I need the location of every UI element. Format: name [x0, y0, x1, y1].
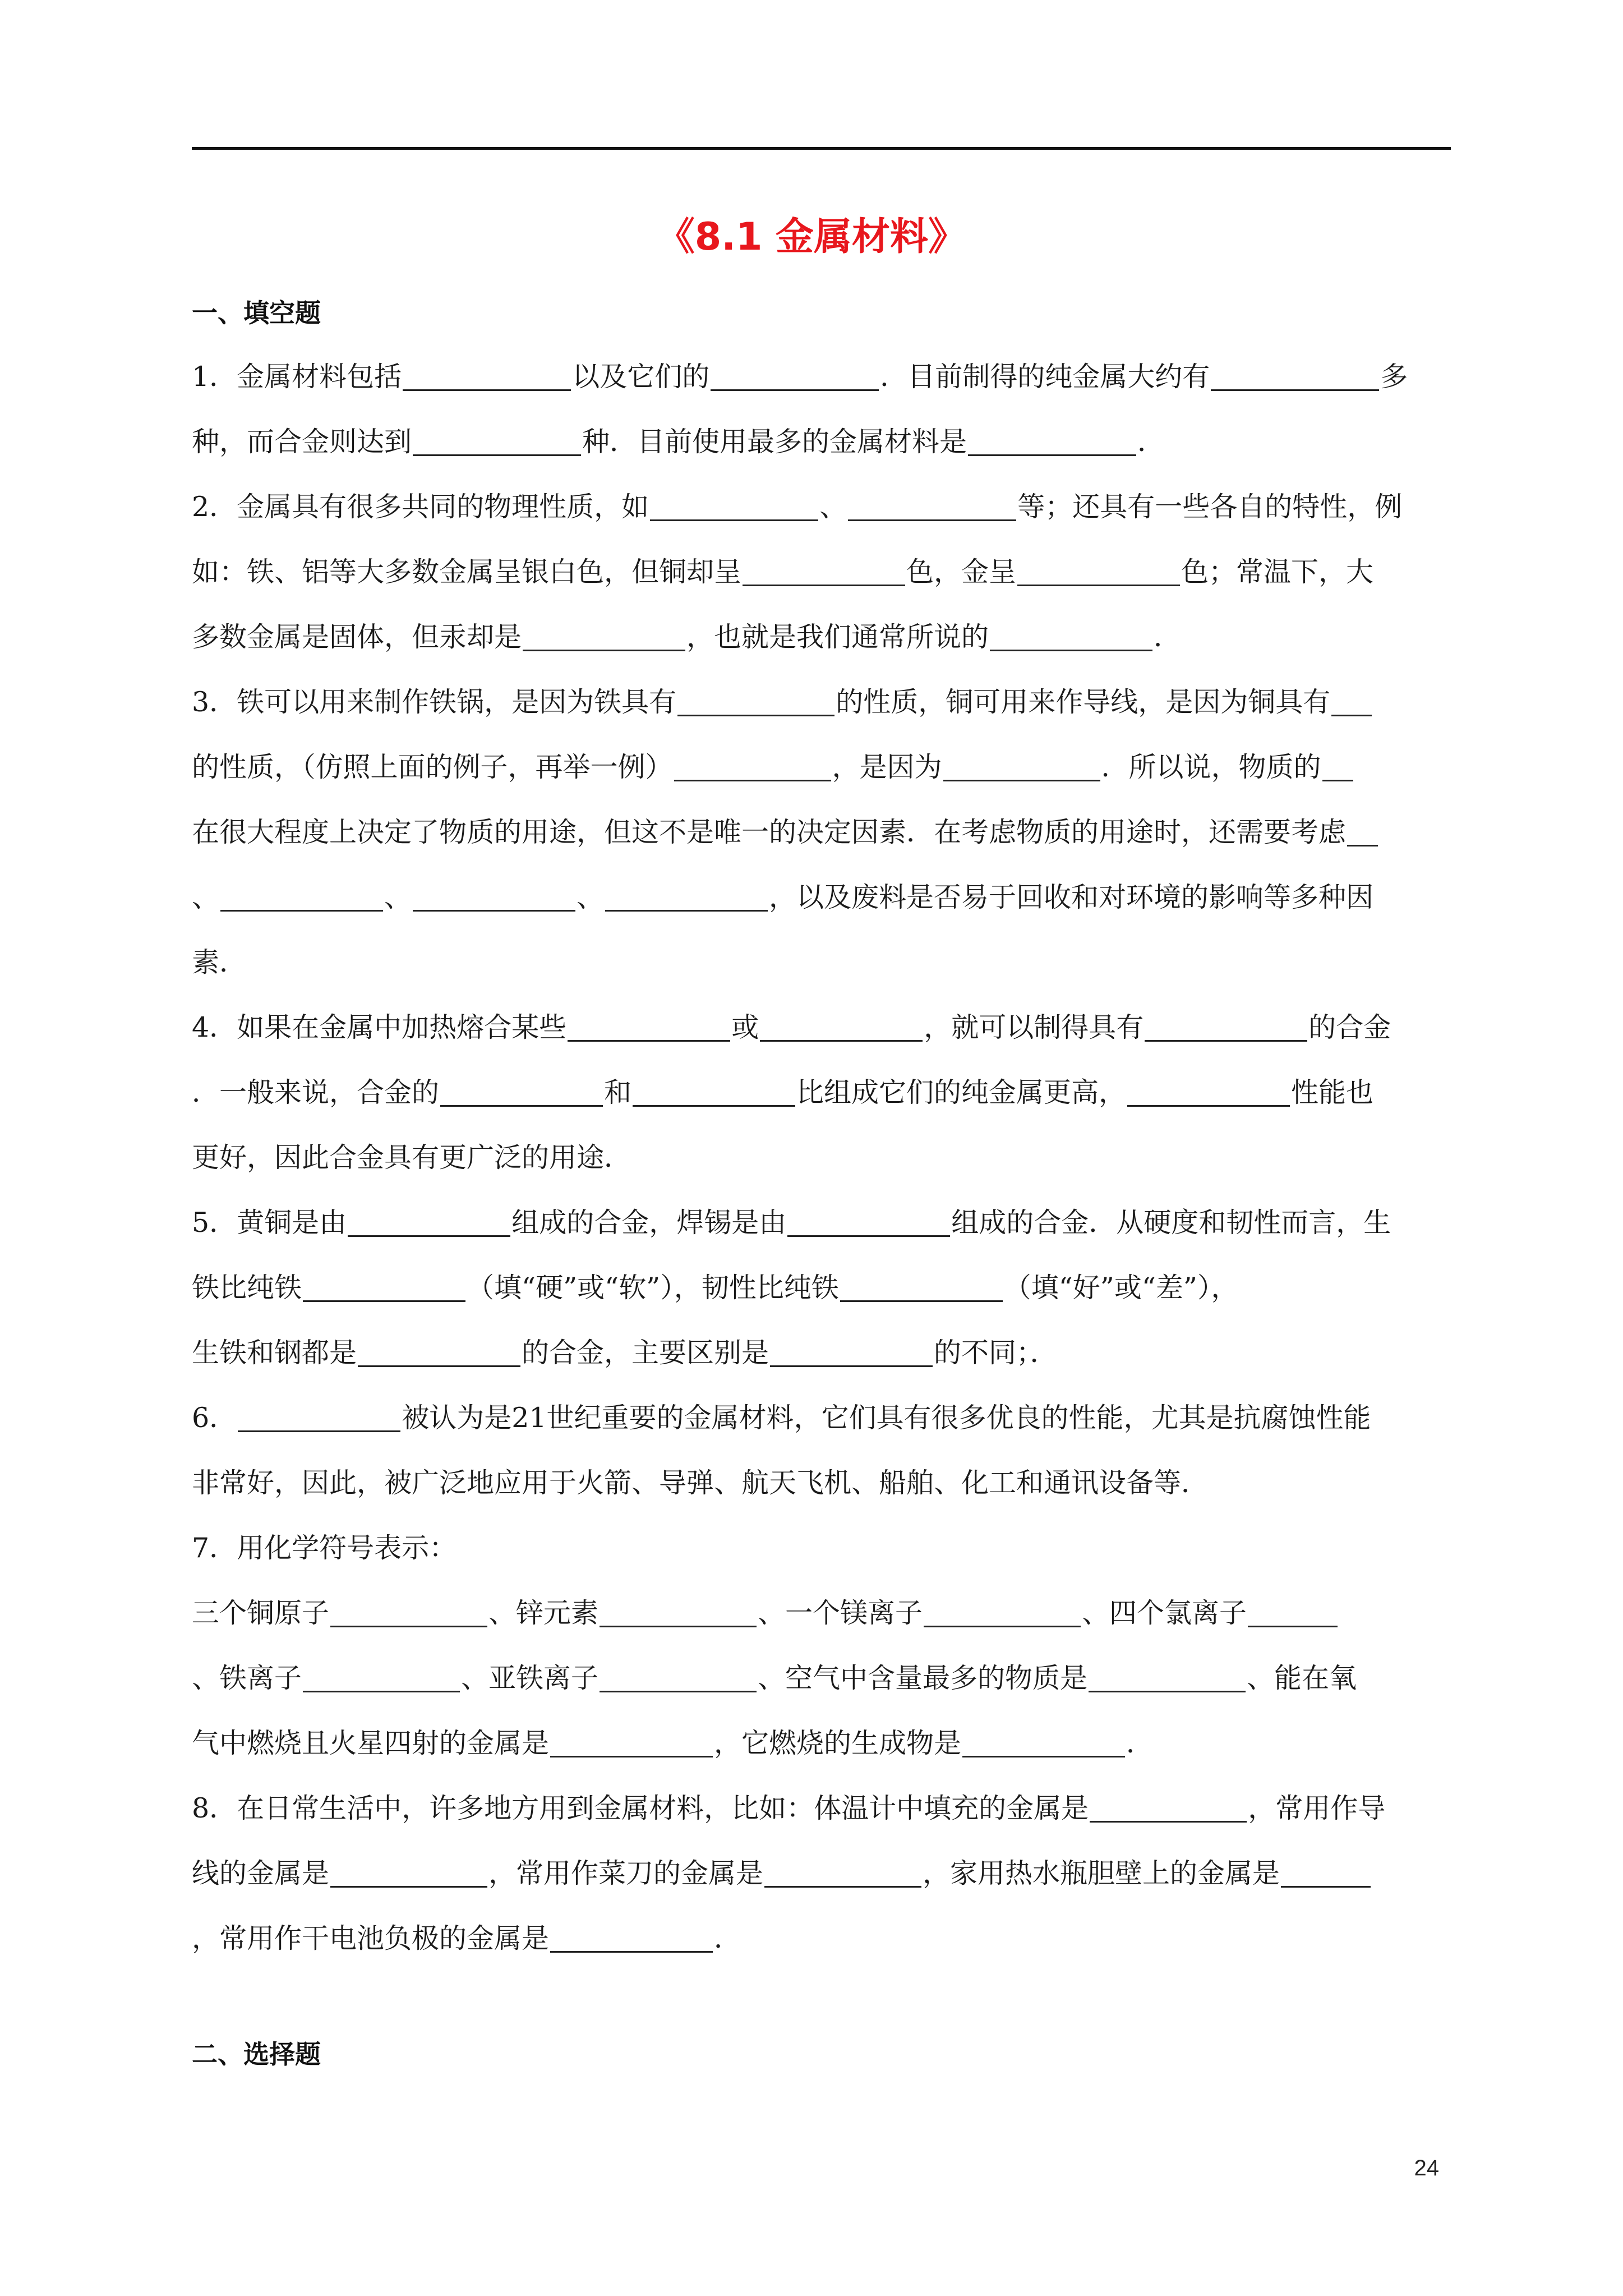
text-line: 素． [192, 946, 247, 978]
answer-blank[interactable] [968, 427, 1136, 456]
answer-blank[interactable] [600, 1598, 757, 1627]
answer-blank[interactable] [413, 882, 575, 912]
answer-blank[interactable] [1331, 687, 1372, 716]
text-line: 生铁和钢都是 的合金，主要区别是 的不同；． [192, 1337, 1058, 1369]
answer-blank[interactable] [1145, 1013, 1307, 1042]
answer-blank[interactable] [440, 1078, 603, 1107]
text-line: 的性质，（仿照上面的例子，再举一例） ，是因为 ．所以说，物质的 [192, 735, 1451, 800]
text-line: 、铁离子 、亚铁离子 、空气中含量最多的物质是 、能在氧 [192, 1662, 1357, 1694]
answer-blank[interactable] [711, 362, 879, 391]
answer-blank[interactable] [568, 1013, 730, 1042]
text-line: 1．金属材料包括 以及它们的 ．目前制得的纯金属大约有 多 [192, 361, 1408, 393]
text-line: 、 、 、 ，以及废料是否易于回收和对环境的影响等多种因 [192, 881, 1374, 913]
answer-blank[interactable] [348, 1208, 510, 1237]
answer-blank[interactable] [1347, 817, 1378, 846]
question-body [192, 344, 1451, 1971]
answer-blank[interactable] [650, 492, 818, 521]
answer-blank[interactable] [550, 1924, 713, 1953]
answer-blank[interactable] [1248, 1598, 1338, 1627]
text-line: 三个铜原子 、锌元素 、一个镁离子 、四个氯离子 [192, 1581, 1451, 1646]
text-line: 在很大程度上决定了物质的用途，但这不是唯一的决定因素．在考虑物质的用途时，还需要考虑 [192, 800, 1451, 865]
answer-blank[interactable] [848, 492, 1016, 521]
document-title: 《8.1 金属材料》 [656, 215, 967, 259]
answer-blank[interactable] [1211, 362, 1379, 391]
answer-blank[interactable] [840, 1273, 1003, 1302]
text-line: ，常用作干电池负极的金属是 ． [192, 1922, 742, 1954]
text-line: 如：铁、铝等大多数金属呈银白色，但铜却呈 色，金呈 色；常温下，大 [192, 556, 1374, 588]
text-line: 气中燃烧且火星四射的金属是 ，它燃烧的生成物是 ． [192, 1727, 1154, 1759]
answer-blank[interactable] [1089, 1663, 1246, 1692]
text-line: 多数金属是固体，但汞却是 ，也就是我们通常所说的 ． [192, 621, 1182, 653]
text-line: 非常好，因此，被广泛地应用于火箭、导弹、航天飞机、船舶、化工和通讯设备等． [192, 1467, 1209, 1499]
text-line: 6． 被认为是21世纪重要的金属材料，它们具有很多优良的性能，尤其是抗腐蚀性能 [192, 1402, 1371, 1434]
answer-blank[interactable] [677, 687, 834, 716]
answer-blank[interactable] [303, 1663, 460, 1692]
answer-blank[interactable] [633, 1078, 795, 1107]
answer-blank[interactable] [413, 427, 581, 456]
answer-blank[interactable] [1322, 752, 1353, 781]
text-line: 7．用化学符号表示： [192, 1532, 457, 1564]
answer-blank[interactable] [770, 1338, 933, 1367]
answer-blank[interactable] [764, 1858, 921, 1888]
text-line: 线的金属是 ，常用作菜刀的金属是 ，家用热水瓶胆壁上的金属是 [192, 1841, 1451, 1906]
text-line: ．一般来说，合金的 和 比组成它们的纯金属更高， 性能也 [192, 1076, 1374, 1108]
header-rule [192, 147, 1451, 150]
answer-blank[interactable] [330, 1598, 487, 1627]
answer-blank[interactable] [962, 1728, 1125, 1757]
answer-blank[interactable] [1127, 1078, 1290, 1107]
answer-blank[interactable] [303, 1273, 465, 1302]
answer-blank[interactable] [358, 1338, 520, 1367]
text-line: 4．如果在金属中加热熔合某些 或 ，就可以制得具有 的合金 [192, 1011, 1391, 1043]
answer-blank[interactable] [990, 622, 1152, 651]
answer-blank[interactable] [674, 752, 831, 781]
answer-blank[interactable] [1017, 557, 1180, 586]
answer-blank[interactable] [403, 362, 571, 391]
text-line: 8．在日常生活中，许多地方用到金属材料，比如：体温计中填充的金属是 ，常用作导 [192, 1792, 1386, 1824]
answer-blank[interactable] [600, 1663, 757, 1692]
answer-blank[interactable] [787, 1208, 950, 1237]
text-line: 3．铁可以用来制作铁锅，是因为铁具有 的性质，铜可用来作导线，是因为铜具有 [192, 670, 1451, 735]
text-line: 种，而合金则达到 种．目前使用最多的金属材料是 ． [192, 426, 1165, 458]
text-line: 更好，因此合金具有更广泛的用途． [192, 1142, 632, 1174]
text-line: 铁比纯铁 （填“硬”或“软”），韧性比纯铁 （填“好”或“差”）， [192, 1272, 1239, 1304]
answer-blank[interactable] [550, 1728, 713, 1757]
text-line: 2．金属具有很多共同的物理性质，如 、 等；还具有一些各自的特性，例 [192, 491, 1403, 523]
answer-blank[interactable] [238, 1403, 400, 1432]
answer-blank[interactable] [943, 752, 1100, 781]
answer-blank[interactable] [605, 882, 768, 912]
section-heading-fill-in: 一、填空题 [192, 298, 321, 328]
answer-blank[interactable] [220, 882, 383, 912]
answer-blank[interactable] [523, 622, 685, 651]
answer-blank[interactable] [743, 557, 905, 586]
answer-blank[interactable] [330, 1858, 487, 1888]
section-heading-multiple-choice: 二、选择题 [192, 2039, 321, 2069]
answer-blank[interactable] [1090, 1793, 1247, 1823]
answer-blank[interactable] [760, 1013, 923, 1042]
text-line: 5．黄铜是由 组成的合金，焊锡是由 组成的合金．从硬度和韧性而言，生 [192, 1207, 1391, 1239]
answer-blank[interactable] [924, 1598, 1081, 1627]
answer-blank[interactable] [1281, 1858, 1371, 1888]
page-number: 24 [1414, 2156, 1439, 2180]
